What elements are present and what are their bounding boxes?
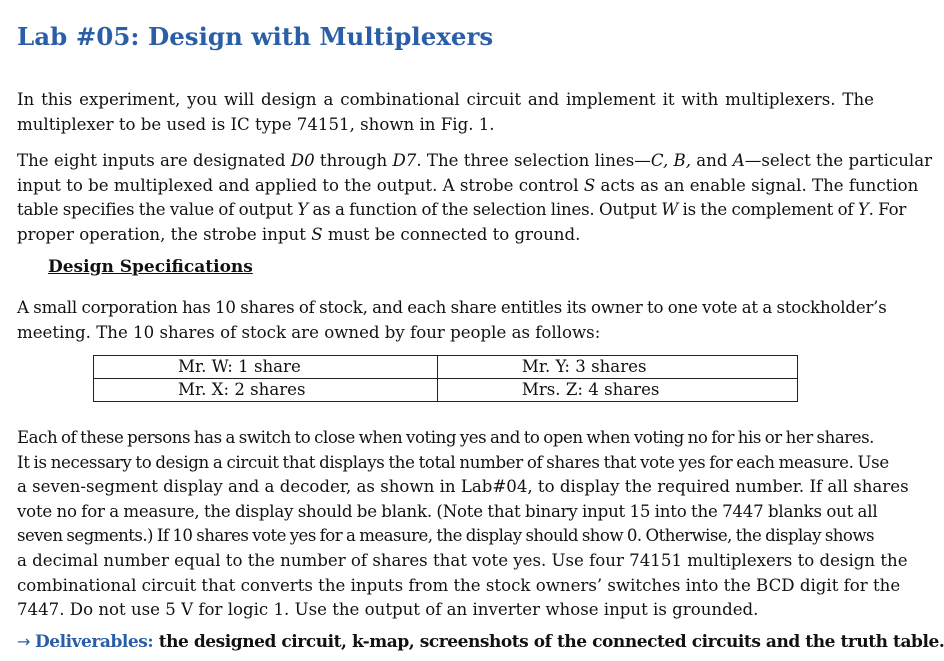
description-paragraph — [17, 149, 933, 247]
intro-line: In this experiment, you will design a combinational circuit and implement it with multiplexers. The — [17, 90, 874, 109]
body-line: a decimal number equal to the number of shares that vote yes. Use four 74151 multiplexers to design the — [17, 550, 908, 570]
intro-paragraph — [17, 88, 874, 137]
arrow-right-icon: → — [17, 632, 30, 651]
table-cell: Mr. W: 1 share — [94, 356, 438, 379]
description-line: table specifies the value of output Y as a function of the selection lines. Output W is the complement of Y. For — [17, 200, 907, 220]
body-line: It is necessary to design a circuit that displays the total number of shares that vote yes for each measure. Use — [17, 452, 889, 472]
intro-line: multiplexer to be used is IC type 74151, shown in Fig. 1. — [17, 114, 495, 134]
description-line: proper operation, the strobe input S must be connected to ground. — [17, 224, 581, 244]
body-line: vote no for a measure, the display should be blank. (Note that binary input 15 into the 7447 blanks out all — [17, 501, 878, 521]
table-row — [94, 379, 798, 402]
spec-intro-line: A small corporation has 10 shares of stock, and each share entitles its owner to one vote at a stockholder’s — [17, 298, 887, 317]
table-row — [94, 356, 798, 379]
body-line: seven segments.) If 10 shares vote yes for a measure, the display should show 0. Otherwise, the display shows — [17, 526, 874, 546]
table-cell: Mr. Y: 3 shares — [437, 356, 797, 379]
body-line: combinational circuit that converts the inputs from the stock owners’ switches into the BCD digit for the — [17, 575, 901, 595]
spec-intro-line: meeting. The 10 shares of stock are owned by four people as follows: — [17, 322, 601, 342]
page-title: Lab #05: Design with Multiplexers — [17, 22, 494, 51]
description-line: The eight inputs are designated D0 through D7. The three selection lines—C, B, and A—select the particular — [17, 151, 933, 170]
table-cell: Mrs. Z: 4 shares — [437, 379, 797, 402]
description-line: input to be multiplexed and applied to the output. A strobe control S acts as an enable signal. The function — [17, 175, 919, 195]
body-line: 7447. Do not use 5 V for logic 1. Use the output of an inverter whose input is grounded. — [17, 600, 759, 620]
deliverables-text: the designed circuit, k-map, screenshots of the connected circuits and the truth table. — [153, 632, 944, 652]
body-line: Each of these persons has a switch to close when voting yes and to open when voting no for his or her shares. — [17, 428, 874, 447]
table-cell: Mr. X: 2 shares — [94, 379, 438, 402]
section-heading: Design Specifications — [48, 257, 253, 277]
body-paragraph — [17, 426, 909, 623]
deliverables-label: Deliverables: — [34, 632, 154, 652]
body-line: a seven-segment display and a decoder, as shown in Lab#04, to display the required number. If all shares — [17, 477, 909, 497]
spec-intro-paragraph — [17, 296, 887, 345]
deliverables-line — [17, 630, 944, 654]
shares-table — [93, 355, 798, 402]
